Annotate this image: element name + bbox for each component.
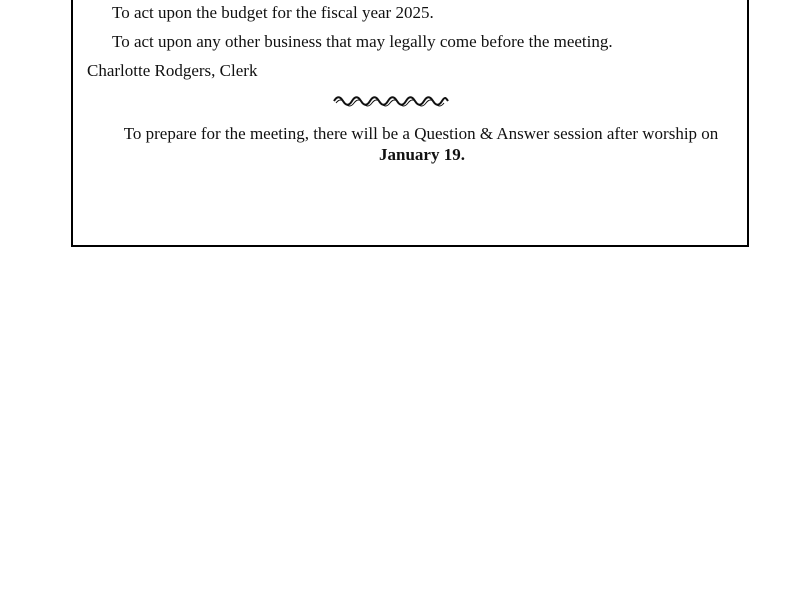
agenda-item-other-business: To act upon any other business that may legally come before the meeting. xyxy=(112,32,613,51)
wavy-divider-icon xyxy=(333,95,449,107)
clerk-signature: Charlotte Rodgers, Clerk xyxy=(87,61,258,80)
qa-session-text: To prepare for the meeting, there will be a Question & Answer session after worship on xyxy=(123,124,719,143)
qa-session-date: January 19. xyxy=(379,145,465,164)
agenda-item-budget: To act upon the budget for the fiscal year 2025. xyxy=(112,3,434,22)
